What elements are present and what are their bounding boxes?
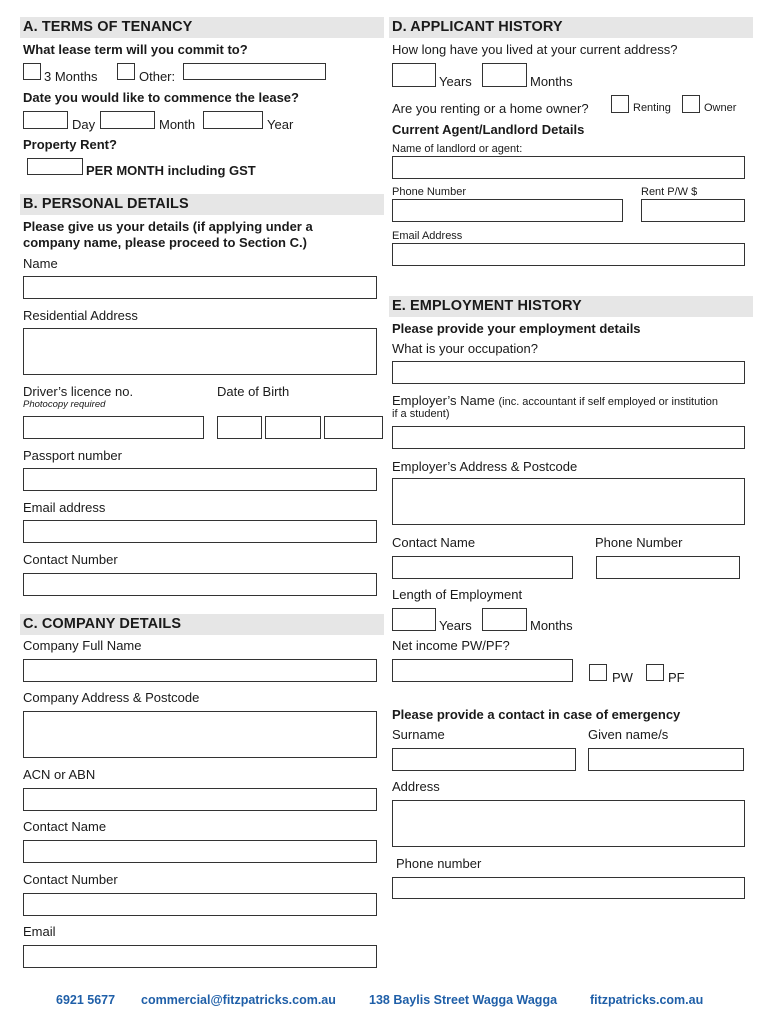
employment-months-label: Months [530,618,573,633]
given-name-input[interactable] [588,748,744,771]
occupation-label: What is your occupation? [392,341,538,356]
licence-note: Photocopy required [23,399,106,410]
personal-intro-2: company name, please proceed to Section C.) [23,235,307,250]
residential-address-input[interactable] [23,328,377,375]
email-label: Email address [23,500,106,515]
company-name-input[interactable] [23,659,377,682]
year-label: Year [267,117,294,132]
per-month-label: PER MONTH including GST [86,163,256,178]
commence-question: Date you would like to commence the lease? [23,90,299,105]
rent-question: Property Rent? [23,137,117,152]
email-input[interactable] [23,520,377,543]
landlord-name-label: Name of landlord or agent: [392,143,523,155]
acn-input[interactable] [23,788,377,811]
company-contact-name-input[interactable] [23,840,377,863]
employer-phone-input[interactable] [596,556,740,579]
employment-years-label: Years [439,618,472,633]
personal-intro-1: Please give us your details (if applying under a [23,219,313,234]
company-contact-name-label: Contact Name [23,819,107,834]
acn-label: ACN or ABN [23,767,96,782]
pf-checkbox[interactable] [646,664,664,681]
years-at-address-input[interactable] [392,63,436,87]
month-input[interactable] [100,111,155,129]
renting-checkbox[interactable] [611,95,629,113]
contact-number-label: Contact Number [23,552,118,567]
dob-label: Date of Birth [217,384,290,399]
section-d-header: D. APPLICANT HISTORY [389,17,753,38]
surname-input[interactable] [392,748,576,771]
lease-term-question: What lease term will you commit to? [23,42,248,57]
dob-year-input[interactable] [324,416,383,439]
3-months-label: 3 Months [44,69,98,84]
employer-contact-input[interactable] [392,556,573,579]
3-months-checkbox[interactable] [23,63,41,80]
other-label: Other: [139,69,176,84]
day-input[interactable] [23,111,68,129]
employer-phone-label: Phone Number [595,535,683,550]
emergency-address-label: Address [392,779,440,794]
emergency-phone-input[interactable] [392,877,745,899]
name-label: Name [23,256,58,271]
month-label: Month [159,117,196,132]
employment-years-input[interactable] [392,608,436,631]
employment-months-input[interactable] [482,608,527,631]
net-income-input[interactable] [392,659,573,682]
employer-contact-label: Contact Name [392,535,476,550]
company-email-input[interactable] [23,945,377,968]
section-c-header: C. COMPANY DETAILS [20,614,384,635]
rent-input[interactable] [27,158,83,175]
emergency-heading: Please provide a contact in case of emergency [392,707,681,722]
landlord-email-input[interactable] [392,243,745,266]
company-name-label: Company Full Name [23,638,142,653]
section-e-header: E. EMPLOYMENT HISTORY [389,296,753,317]
owner-checkbox[interactable] [682,95,700,113]
net-income-label: Net income PW/PF? [392,638,510,653]
company-contact-number-label: Contact Number [23,872,118,887]
dob-month-input[interactable] [265,416,321,439]
other-term-input[interactable] [183,63,326,80]
footer-phone: 6921 5677 [56,993,116,1007]
owner-label: Owner [704,102,737,114]
given-name-label: Given name/s [588,727,669,742]
day-label: Day [72,117,96,132]
employer-name-note: (inc. accountant if self employed or institution [498,396,718,408]
rent-pw-label: Rent P/W $ [641,186,698,198]
months-label: Months [530,74,573,89]
employment-intro: Please provide your employment details [392,321,641,336]
agent-details-heading: Current Agent/Landlord Details [392,122,585,137]
company-contact-number-input[interactable] [23,893,377,916]
occupation-input[interactable] [392,361,745,384]
surname-label: Surname [392,727,445,742]
pf-label: PF [668,670,685,685]
company-address-label: Company Address & Postcode [23,690,200,705]
employer-address-label: Employer’s Address & Postcode [392,459,578,474]
length-employment-label: Length of Employment [392,587,523,602]
employer-name-input[interactable] [392,426,745,449]
landlord-phone-label: Phone Number [392,186,466,198]
employer-name-label [392,393,718,408]
employer-name-text: Employer’s Name [392,393,495,408]
company-address-input[interactable] [23,711,377,758]
licence-label: Driver’s licence no. [23,384,134,399]
emergency-address-input[interactable] [392,800,745,847]
name-input[interactable] [23,276,377,299]
pw-label: PW [612,670,633,685]
landlord-phone-input[interactable] [392,199,623,222]
passport-input[interactable] [23,468,377,491]
passport-label: Passport number [23,448,122,463]
other-checkbox[interactable] [117,63,135,80]
dob-day-input[interactable] [217,416,262,439]
section-a-header: A. TERMS OF TENANCY [20,17,384,38]
footer-email[interactable]: commercial@fitzpatricks.com.au [141,993,336,1007]
footer-address: 138 Baylis Street Wagga Wagga [369,993,558,1007]
months-at-address-input[interactable] [482,63,527,87]
years-label: Years [439,74,472,89]
rent-pw-input[interactable] [641,199,745,222]
employer-address-input[interactable] [392,478,745,525]
landlord-email-label: Email Address [392,230,463,242]
licence-input[interactable] [23,416,204,439]
company-email-label: Email [23,924,56,939]
renting-question: Are you renting or a home owner? [392,101,589,116]
residential-address-label: Residential Address [23,308,138,323]
how-long-question: How long have you lived at your current address? [392,42,678,57]
employer-name-note-2: if a student) [392,408,450,420]
landlord-name-input[interactable] [392,156,745,179]
year-input[interactable] [203,111,263,129]
section-b-header: B. PERSONAL DETAILS [20,194,384,215]
contact-number-input[interactable] [23,573,377,596]
footer-website[interactable]: fitzpatricks.com.au [590,993,704,1007]
renting-label: Renting [633,102,671,114]
pw-checkbox[interactable] [589,664,607,681]
emergency-phone-label: Phone number [396,856,482,871]
